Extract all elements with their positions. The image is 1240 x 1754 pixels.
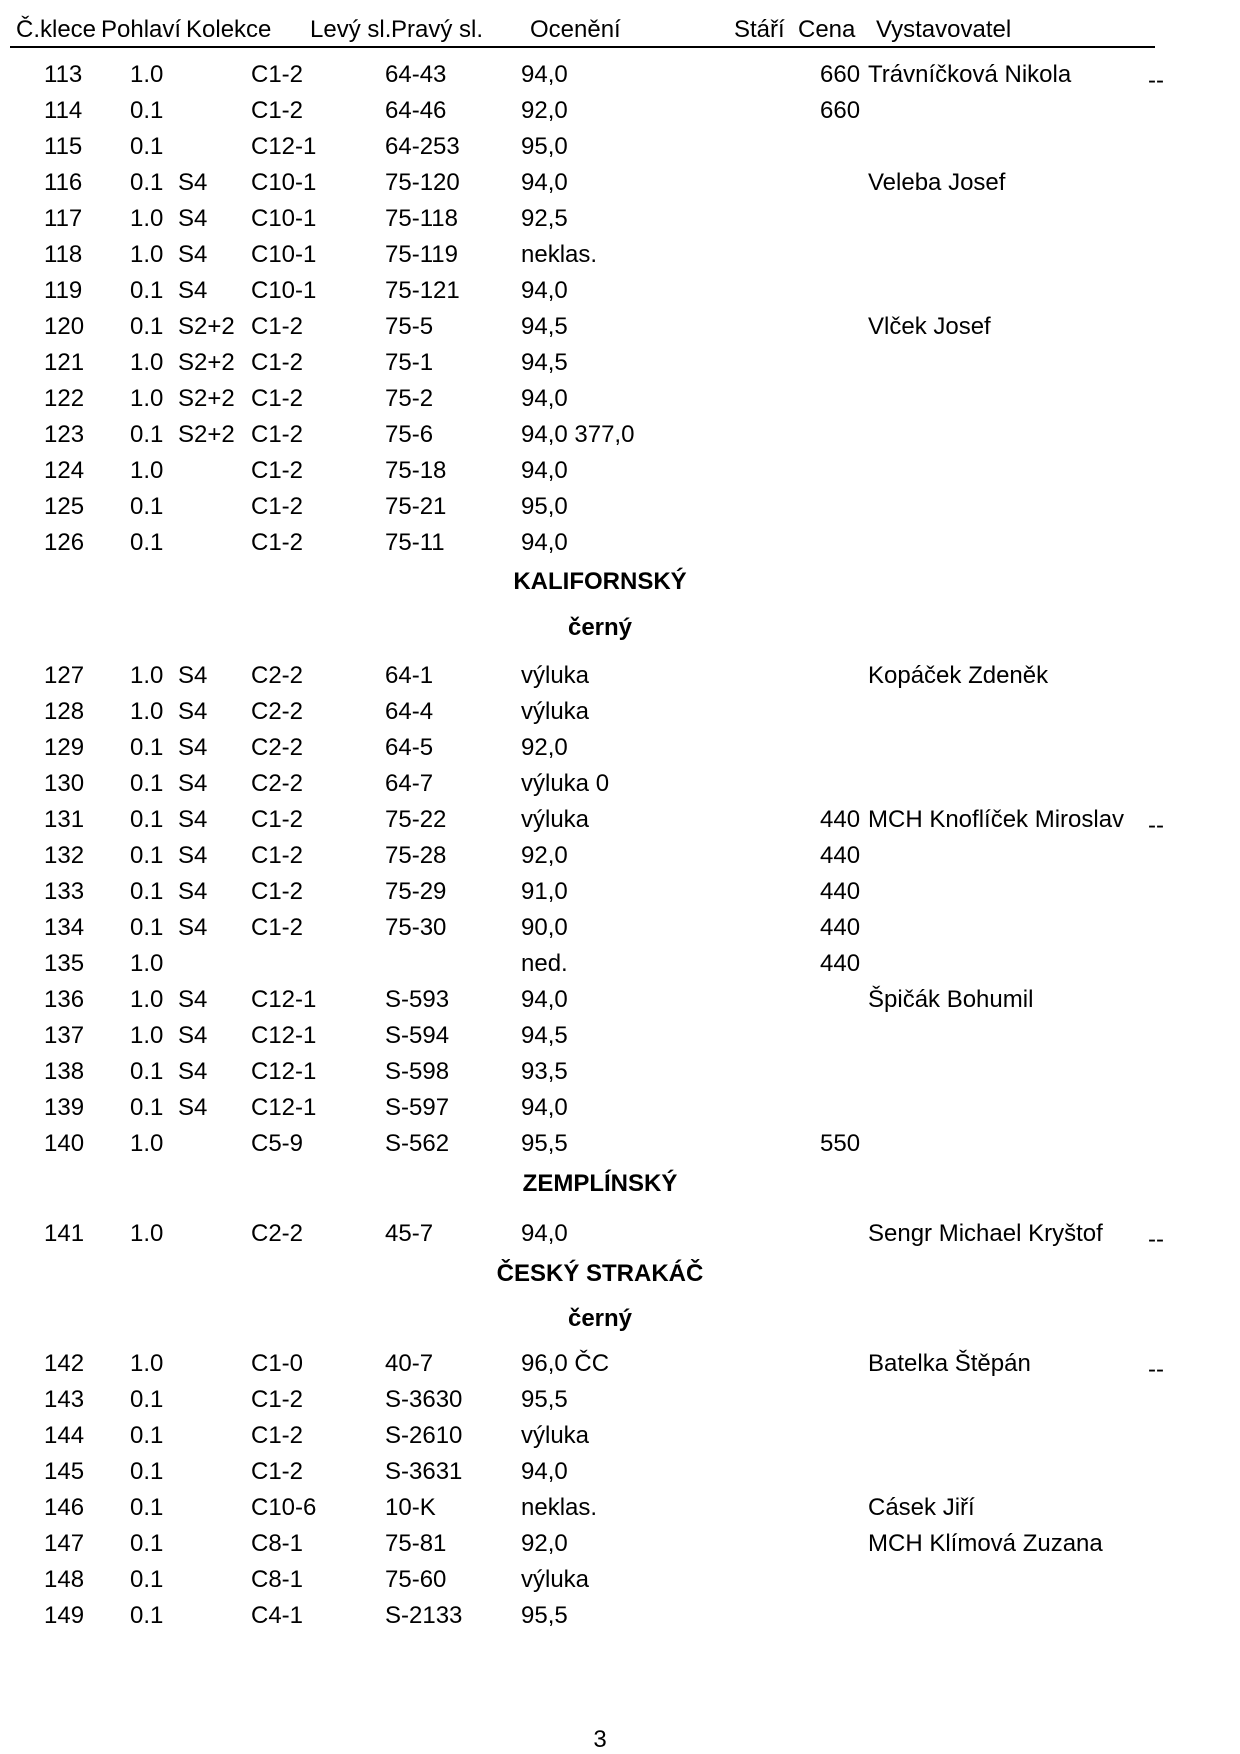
cage-number-cell: 118 xyxy=(44,241,83,268)
grade-cell: výluka xyxy=(521,1422,590,1449)
collection-cell: C10-1 xyxy=(251,241,317,268)
color-code-cell: S4 xyxy=(178,878,208,905)
exhibitor-cell: Kopáček Zdeněk xyxy=(868,662,1049,689)
collection-cell: C1-2 xyxy=(251,1386,304,1413)
color-code-cell: S4 xyxy=(178,1022,208,1049)
sex-cell: 1.0 xyxy=(130,457,164,484)
cage-number-cell: 119 xyxy=(44,277,83,304)
cage-number-cell: 124 xyxy=(44,457,85,484)
right-ring-cell: 75-120 xyxy=(385,169,460,196)
sex-cell: 0.1 xyxy=(130,806,164,833)
collection-cell: C1-2 xyxy=(251,529,304,556)
header-collection: Kolekce xyxy=(186,16,272,43)
table-row xyxy=(0,1530,1240,1562)
right-ring-cell: 64-46 xyxy=(385,97,447,124)
right-ring-cell: 64-7 xyxy=(385,770,434,797)
collection-cell: C2-2 xyxy=(251,698,304,725)
color-code-cell: S4 xyxy=(178,205,208,232)
cage-number-cell: 149 xyxy=(44,1602,85,1629)
sex-cell: 1.0 xyxy=(130,61,164,88)
price-cell: 660 xyxy=(820,97,861,124)
table-row xyxy=(0,61,1240,93)
cage-number-cell: 121 xyxy=(44,349,85,376)
cage-number-cell: 113 xyxy=(44,61,83,88)
grade-cell: 92,0 xyxy=(521,734,568,761)
table-row xyxy=(0,133,1240,165)
price-cell: 440 xyxy=(820,914,861,941)
right-ring-cell: S-3631 xyxy=(385,1458,463,1485)
grade-cell: 94,5 xyxy=(521,313,568,340)
collection-cell: C8-1 xyxy=(251,1566,304,1593)
sex-cell: 0.1 xyxy=(130,97,164,124)
table-row xyxy=(0,842,1240,874)
collection-cell: C1-2 xyxy=(251,385,304,412)
right-ring-cell: 40-7 xyxy=(385,1350,434,1377)
grade-cell: 96,0 ČC xyxy=(521,1350,610,1377)
color-code-cell: S4 xyxy=(178,241,208,268)
right-ring-cell: 75-30 xyxy=(385,914,447,941)
sex-cell: 1.0 xyxy=(130,1022,164,1049)
grade-cell: 94,0 xyxy=(521,61,568,88)
exhibitor-cell: Batelka Štěpán xyxy=(868,1350,1031,1377)
cage-number-cell: 140 xyxy=(44,1130,85,1157)
cage-number-cell: 122 xyxy=(44,385,85,412)
right-ring-cell: 75-118 xyxy=(385,205,458,232)
grade-cell: výluka xyxy=(521,1566,590,1593)
price-cell: 440 xyxy=(820,878,861,905)
right-ring-cell: 75-22 xyxy=(385,806,447,833)
collection-cell: C1-2 xyxy=(251,61,304,88)
exhibitor-cell: Veleba Josef xyxy=(868,169,1006,196)
right-ring-cell: 75-21 xyxy=(385,493,447,520)
grade-cell: 94,5 xyxy=(521,1022,568,1049)
sex-cell: 0.1 xyxy=(130,1422,164,1449)
table-row xyxy=(0,169,1240,201)
dash-mark-cell: -- xyxy=(1148,812,1164,839)
grade-cell: 95,5 xyxy=(521,1386,568,1413)
table-row xyxy=(0,349,1240,381)
sex-cell: 1.0 xyxy=(130,698,164,725)
header-exhibitor: Vystavovatel xyxy=(876,16,1012,43)
collection-cell: C1-0 xyxy=(251,1350,304,1377)
color-code-cell: S4 xyxy=(178,770,208,797)
page-number: 3 xyxy=(593,1726,607,1753)
table-row xyxy=(0,734,1240,766)
grade-cell: 94,0 xyxy=(521,457,568,484)
right-ring-cell: 75-2 xyxy=(385,385,434,412)
sex-cell: 1.0 xyxy=(130,1350,164,1377)
cage-number-cell: 135 xyxy=(44,950,85,977)
right-ring-cell: 75-81 xyxy=(385,1530,447,1557)
collection-cell: C12-1 xyxy=(251,986,317,1013)
table-row xyxy=(0,97,1240,129)
cage-number-cell: 146 xyxy=(44,1494,85,1521)
color-code-cell: S4 xyxy=(178,734,208,761)
cage-number-cell: 144 xyxy=(44,1422,85,1449)
sex-cell: 0.1 xyxy=(130,1530,164,1557)
sex-cell: 1.0 xyxy=(130,950,164,977)
collection-cell: C2-2 xyxy=(251,662,304,689)
table-row xyxy=(0,878,1240,910)
collection-cell: C1-2 xyxy=(251,842,304,869)
cage-number-cell: 142 xyxy=(44,1350,85,1377)
grade-cell: 92,0 xyxy=(521,842,568,869)
color-code-cell: S4 xyxy=(178,1058,208,1085)
grade-cell: 94,0 xyxy=(521,529,568,556)
sex-cell: 0.1 xyxy=(130,421,164,448)
right-ring-cell: 75-28 xyxy=(385,842,447,869)
grade-cell: 94,0 377,0 xyxy=(521,421,635,448)
cage-number-cell: 148 xyxy=(44,1566,85,1593)
cage-number-cell: 116 xyxy=(44,169,83,196)
grade-cell: 93,5 xyxy=(521,1058,568,1085)
price-cell: 550 xyxy=(820,1130,861,1157)
sex-cell: 1.0 xyxy=(130,349,164,376)
header-left-ring: Levý sl. xyxy=(310,16,392,43)
right-ring-cell: 64-253 xyxy=(385,133,460,160)
table-row xyxy=(0,1350,1240,1382)
right-ring-cell: S-2133 xyxy=(385,1602,463,1629)
color-code-cell: S2+2 xyxy=(178,385,235,412)
collection-cell: C1-2 xyxy=(251,421,304,448)
table-row xyxy=(0,385,1240,417)
sex-cell: 0.1 xyxy=(130,169,164,196)
table-row xyxy=(0,529,1240,561)
table-row xyxy=(0,421,1240,453)
sex-cell: 0.1 xyxy=(130,878,164,905)
table-row xyxy=(0,313,1240,345)
cage-number-cell: 117 xyxy=(44,205,83,232)
table-row xyxy=(0,914,1240,946)
exhibitor-cell: Sengr Michael Kryštof xyxy=(868,1220,1103,1247)
cage-number-cell: 126 xyxy=(44,529,85,556)
color-code-cell: S4 xyxy=(178,277,208,304)
cage-number-cell: 115 xyxy=(44,133,83,160)
table-row xyxy=(0,1130,1240,1162)
table-row xyxy=(0,1422,1240,1454)
color-code-cell: S4 xyxy=(178,806,208,833)
header-price: Cena xyxy=(798,16,856,43)
grade-cell: výluka 0 xyxy=(521,770,610,797)
sex-cell: 0.1 xyxy=(130,1094,164,1121)
price-cell: 440 xyxy=(820,842,861,869)
sex-cell: 0.1 xyxy=(130,1458,164,1485)
right-ring-cell: 64-43 xyxy=(385,61,447,88)
right-ring-cell: 10-K xyxy=(385,1494,436,1521)
table-row xyxy=(0,698,1240,730)
grade-cell: výluka xyxy=(521,662,590,689)
collection-cell: C10-1 xyxy=(251,277,317,304)
table-row xyxy=(0,241,1240,273)
sex-cell: 0.1 xyxy=(130,734,164,761)
collection-cell: C1-2 xyxy=(251,457,304,484)
grade-cell: výluka xyxy=(521,698,590,725)
right-ring-cell: 75-121 xyxy=(385,277,460,304)
table-row xyxy=(0,986,1240,1018)
sex-cell: 0.1 xyxy=(130,842,164,869)
cage-number-cell: 136 xyxy=(44,986,85,1013)
cage-number-cell: 133 xyxy=(44,878,85,905)
collection-cell: C1-2 xyxy=(251,914,304,941)
grade-cell: 92,0 xyxy=(521,97,568,124)
sex-cell: 0.1 xyxy=(130,1494,164,1521)
grade-cell: ned. xyxy=(521,950,568,977)
header-sex: Pohlaví xyxy=(101,16,182,43)
collection-cell: C1-2 xyxy=(251,97,304,124)
color-code-cell: S4 xyxy=(178,662,208,689)
collection-cell: C12-1 xyxy=(251,1094,317,1121)
table-row xyxy=(0,770,1240,802)
grade-cell: výluka xyxy=(521,806,590,833)
table-row xyxy=(0,1386,1240,1418)
color-code-cell: S2+2 xyxy=(178,421,235,448)
collection-cell: C1-2 xyxy=(251,493,304,520)
collection-cell: C5-9 xyxy=(251,1130,304,1157)
color-code-cell: S2+2 xyxy=(178,313,235,340)
right-ring-cell: 64-4 xyxy=(385,698,434,725)
exhibitor-cell: Trávníčková Nikola xyxy=(868,61,1072,88)
section-heading: ČESKÝ STRAKÁČ xyxy=(496,1260,704,1287)
collection-cell: C1-2 xyxy=(251,349,304,376)
grade-cell: 95,0 xyxy=(521,493,568,520)
grade-cell: 95,0 xyxy=(521,133,568,160)
section-heading: ZEMPLÍNSKÝ xyxy=(522,1170,678,1197)
right-ring-cell: S-3630 xyxy=(385,1386,463,1413)
collection-cell: C12-1 xyxy=(251,1022,317,1049)
header-age: Stáří xyxy=(734,16,785,43)
right-ring-cell: S-594 xyxy=(385,1022,450,1049)
sex-cell: 0.1 xyxy=(130,1386,164,1413)
table-row xyxy=(0,277,1240,309)
cage-number-cell: 132 xyxy=(44,842,85,869)
cage-number-cell: 131 xyxy=(44,806,85,833)
sex-cell: 0.1 xyxy=(130,1058,164,1085)
right-ring-cell: S-2610 xyxy=(385,1422,463,1449)
right-ring-cell: 75-1 xyxy=(385,349,434,376)
table-row xyxy=(0,806,1240,838)
right-ring-cell: 75-119 xyxy=(385,241,458,268)
sex-cell: 0.1 xyxy=(130,770,164,797)
header-right-ring: Pravý sl. xyxy=(391,16,484,43)
exhibitor-cell: Cásek Jiří xyxy=(868,1494,975,1521)
collection-cell: C8-1 xyxy=(251,1530,304,1557)
table-row xyxy=(0,1494,1240,1526)
collection-cell: C4-1 xyxy=(251,1602,304,1629)
grade-cell: 94,0 xyxy=(521,986,568,1013)
right-ring-cell: S-562 xyxy=(385,1130,450,1157)
sex-cell: 0.1 xyxy=(130,133,164,160)
section-heading: černý xyxy=(567,614,633,641)
color-code-cell: S4 xyxy=(178,169,208,196)
sex-cell: 0.1 xyxy=(130,313,164,340)
collection-cell: C2-2 xyxy=(251,770,304,797)
sex-cell: 1.0 xyxy=(130,241,164,268)
exhibitor-cell: MCH Klímová Zuzana xyxy=(868,1530,1103,1557)
sex-cell: 0.1 xyxy=(130,277,164,304)
grade-cell: 94,0 xyxy=(521,385,568,412)
collection-cell: C2-2 xyxy=(251,1220,304,1247)
cage-number-cell: 137 xyxy=(44,1022,85,1049)
collection-cell: C1-2 xyxy=(251,878,304,905)
table-row xyxy=(0,1458,1240,1490)
cage-number-cell: 127 xyxy=(44,662,85,689)
section-heading: KALIFORNSKÝ xyxy=(513,568,687,595)
collection-cell: C10-6 xyxy=(251,1494,317,1521)
cage-number-cell: 143 xyxy=(44,1386,85,1413)
grade-cell: neklas. xyxy=(521,1494,598,1521)
color-code-cell: S2+2 xyxy=(178,349,235,376)
right-ring-cell: 64-5 xyxy=(385,734,434,761)
right-ring-cell: 75-6 xyxy=(385,421,434,448)
sex-cell: 1.0 xyxy=(130,385,164,412)
collection-cell: C12-1 xyxy=(251,133,317,160)
right-ring-cell: S-598 xyxy=(385,1058,450,1085)
grade-cell: 95,5 xyxy=(521,1602,568,1629)
color-code-cell: S4 xyxy=(178,986,208,1013)
right-ring-cell: 75-18 xyxy=(385,457,447,484)
price-cell: 660 xyxy=(820,61,861,88)
exhibitor-cell: Špičák Bohumil xyxy=(868,986,1034,1013)
cage-number-cell: 147 xyxy=(44,1530,85,1557)
right-ring-cell: 75-5 xyxy=(385,313,434,340)
cage-number-cell: 141 xyxy=(44,1220,85,1247)
grade-cell: 90,0 xyxy=(521,914,568,941)
collection-cell: C10-1 xyxy=(251,205,317,232)
table-row xyxy=(0,662,1240,694)
sex-cell: 0.1 xyxy=(130,1566,164,1593)
sex-cell: 0.1 xyxy=(130,914,164,941)
grade-cell: 94,0 xyxy=(521,1458,568,1485)
cage-number-cell: 120 xyxy=(44,313,85,340)
grade-cell: 91,0 xyxy=(521,878,568,905)
cage-number-cell: 114 xyxy=(44,97,83,124)
grade-cell: 95,5 xyxy=(521,1130,568,1157)
grade-cell: 92,0 xyxy=(521,1530,568,1557)
sex-cell: 0.1 xyxy=(130,1602,164,1629)
price-cell: 440 xyxy=(820,806,861,833)
cage-number-cell: 145 xyxy=(44,1458,85,1485)
cage-number-cell: 138 xyxy=(44,1058,85,1085)
cage-number-cell: 139 xyxy=(44,1094,85,1121)
collection-cell: C10-1 xyxy=(251,169,317,196)
collection-cell: C2-2 xyxy=(251,734,304,761)
dash-mark-cell: -- xyxy=(1148,67,1164,94)
exhibitor-cell: MCH Knoflíček Miroslav xyxy=(868,806,1125,833)
sex-cell: 1.0 xyxy=(130,662,164,689)
sex-cell: 1.0 xyxy=(130,205,164,232)
grade-cell: 94,0 xyxy=(521,169,568,196)
right-ring-cell: 75-11 xyxy=(385,529,445,556)
cage-number-cell: 123 xyxy=(44,421,85,448)
section-heading: černý xyxy=(567,1305,633,1332)
dash-mark-cell: -- xyxy=(1148,1356,1164,1383)
sex-cell: 1.0 xyxy=(130,986,164,1013)
cage-number-cell: 125 xyxy=(44,493,85,520)
header-grade: Ocenění xyxy=(530,16,621,43)
collection-cell: C12-1 xyxy=(251,1058,317,1085)
cage-number-cell: 128 xyxy=(44,698,85,725)
table-row xyxy=(0,1022,1240,1054)
price-cell: 440 xyxy=(820,950,861,977)
cage-number-cell: 130 xyxy=(44,770,85,797)
table-row xyxy=(0,950,1240,982)
table-row xyxy=(0,493,1240,525)
table-row xyxy=(0,1566,1240,1598)
cage-number-cell: 134 xyxy=(44,914,85,941)
collection-cell: C1-2 xyxy=(251,1458,304,1485)
right-ring-cell: 45-7 xyxy=(385,1220,434,1247)
right-ring-cell: S-597 xyxy=(385,1094,450,1121)
color-code-cell: S4 xyxy=(178,914,208,941)
grade-cell: 94,5 xyxy=(521,349,568,376)
sex-cell: 1.0 xyxy=(130,1130,164,1157)
right-ring-cell: 75-29 xyxy=(385,878,447,905)
grade-cell: 94,0 xyxy=(521,1220,568,1247)
table-row xyxy=(0,205,1240,237)
collection-cell: C1-2 xyxy=(251,806,304,833)
table-row xyxy=(0,457,1240,489)
sex-cell: 0.1 xyxy=(130,529,164,556)
color-code-cell: S4 xyxy=(178,698,208,725)
right-ring-cell: 75-60 xyxy=(385,1566,447,1593)
collection-cell: C1-2 xyxy=(251,1422,304,1449)
right-ring-cell: S-593 xyxy=(385,986,450,1013)
dash-mark-cell: -- xyxy=(1148,1226,1164,1253)
grade-cell: 94,0 xyxy=(521,277,568,304)
table-row xyxy=(0,1094,1240,1126)
grade-cell: 92,5 xyxy=(521,205,568,232)
header-cage: Č.klece xyxy=(16,16,97,43)
cage-number-cell: 129 xyxy=(44,734,85,761)
color-code-cell: S4 xyxy=(178,842,208,869)
table-row xyxy=(0,1058,1240,1090)
table-row xyxy=(0,1220,1240,1252)
collection-cell: C1-2 xyxy=(251,313,304,340)
exhibitor-cell: Vlček Josef xyxy=(868,313,991,340)
grade-cell: 94,0 xyxy=(521,1094,568,1121)
right-ring-cell: 64-1 xyxy=(385,662,434,689)
sex-cell: 0.1 xyxy=(130,493,164,520)
table-row xyxy=(0,1602,1240,1634)
color-code-cell: S4 xyxy=(178,1094,208,1121)
sex-cell: 1.0 xyxy=(130,1220,164,1247)
grade-cell: neklas. xyxy=(521,241,598,268)
